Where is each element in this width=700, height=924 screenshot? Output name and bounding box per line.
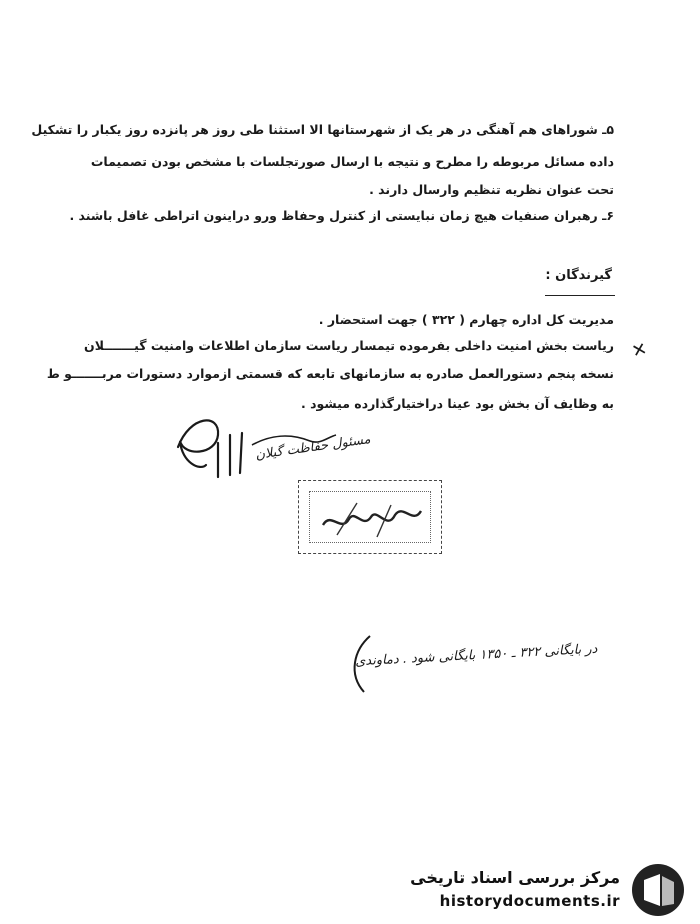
handwritten-note: در بایگانی ۳۲۲ ـ ۱۳۵۰ بایگانی شود . دماوندی — [354, 641, 598, 670]
recipient-line-1: مدیریت کل اداره چهارم ( ۳۲۲ ) جهت استحضار . — [318, 312, 614, 327]
heading-underline — [545, 295, 615, 296]
recipient-line-2: ریاست بخش امنیت داخلی بفرموده تیمسار ریاست سازمان اطلاعات وامنیت گیـــــــلان — [84, 338, 614, 353]
signature-title: مسئول حفاظت گیلان — [254, 431, 372, 464]
recipients-heading: گیرندگان : — [545, 268, 612, 283]
recipient-line-3: نسخه پنجم دستورالعمل صادره به سازمانهای تابعه که قسمتی ازموارد دستورات مربـــــــو ط — [46, 366, 614, 381]
recipient-line-4: به وظایف آن بخش بود عینا دراختیارگذارده میشود . — [301, 396, 614, 411]
paragraph-line-5-cont: داده مسائل مربوطه را مطرح و نتیجه با ارسال صورتجلسات با مشخص بودن تصمیمات — [90, 154, 614, 169]
receipt-stamp — [298, 480, 442, 554]
paragraph-line-5: ۵ـ شوراهای هم آهنگی در هر یک از شهرستانها الا استثنا طی روز هر پانزده روز یکبار را تشکیل — [31, 122, 614, 137]
stamp-handwriting-icon — [317, 495, 427, 543]
archive-url[interactable]: historydocuments.ir — [439, 892, 620, 910]
archive-logo-icon — [630, 862, 686, 918]
paragraph-line-5-end: تحت عنوان نظریه تنظیم وارسال دارند . — [369, 182, 614, 197]
handwritten-bracket-icon — [340, 630, 380, 700]
paragraph-line-6: ۶ـ رهبران صنفیات هیچ زمان نبایستی از کنترل وحفاظ ورو دراینون اتراطی غافل باشند . — [69, 208, 614, 223]
archive-name: مرکز بررسی اسناد تاریخی — [410, 868, 620, 887]
check-mark-icon: ✕ — [629, 338, 650, 363]
